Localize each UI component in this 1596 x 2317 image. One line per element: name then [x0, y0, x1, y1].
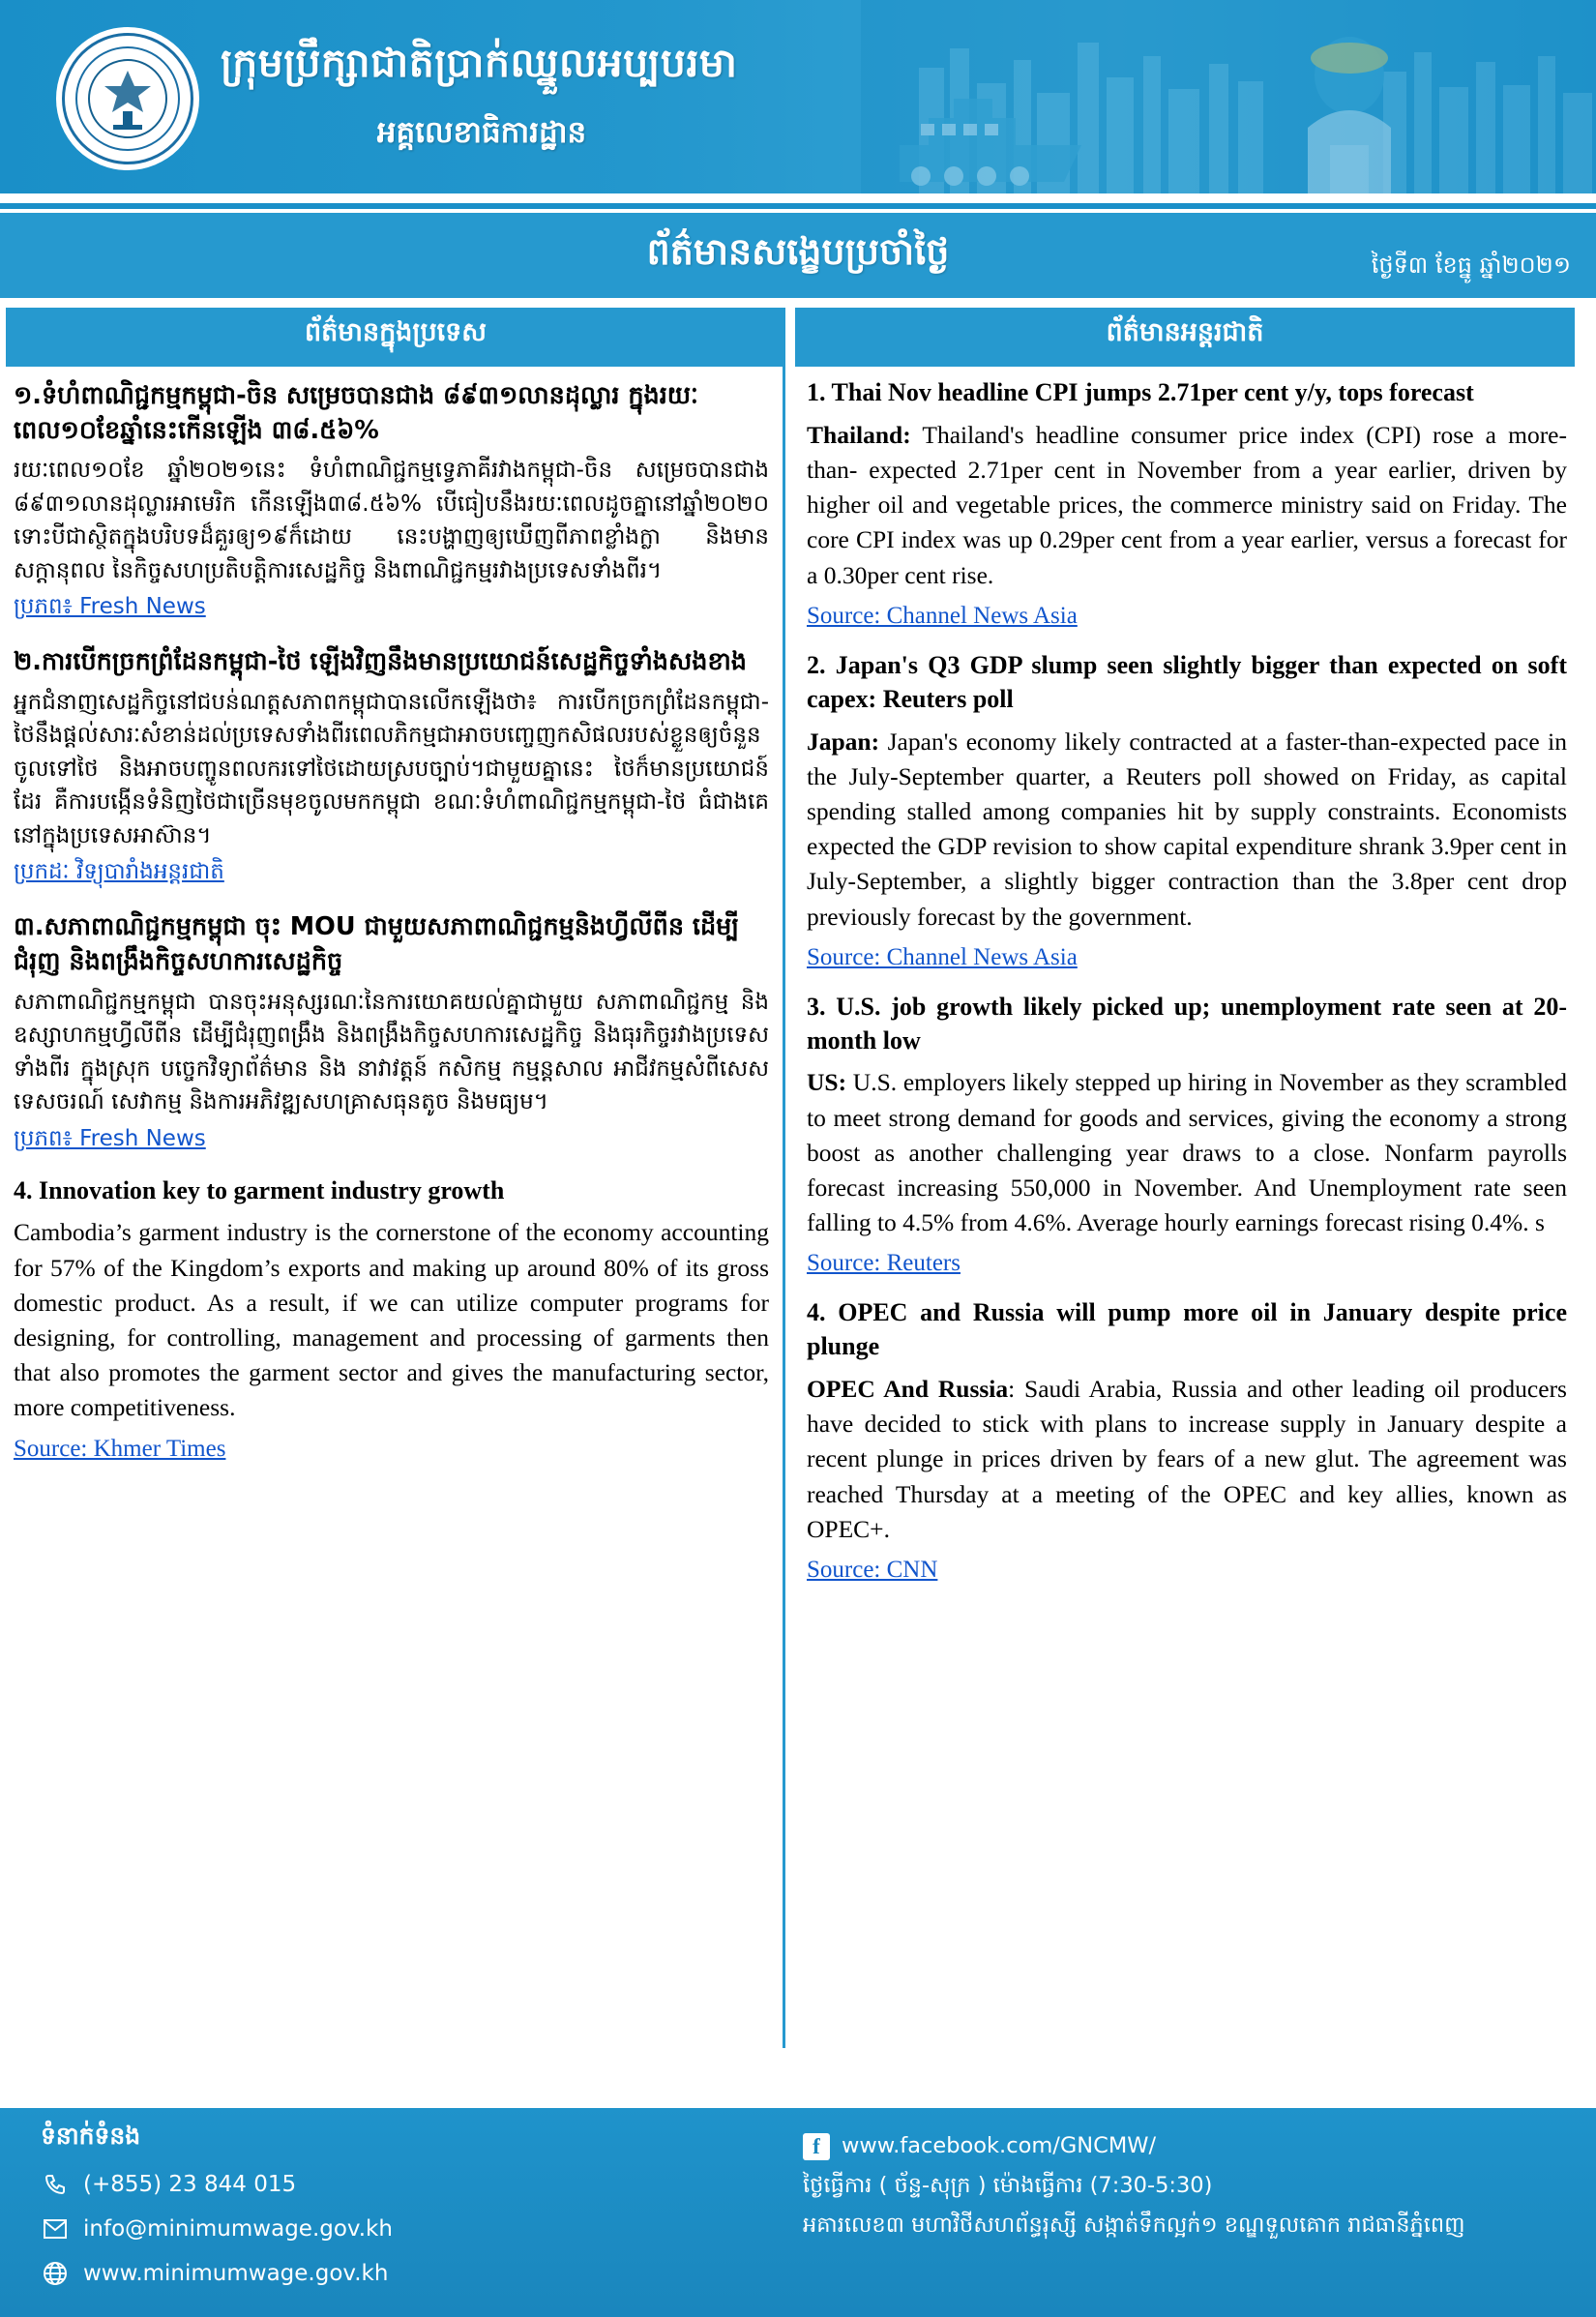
page-title: ព័ត៌មានសង្ខេបប្រចាំថ្ងៃ: [646, 230, 950, 273]
news-source-link[interactable]: ប្រភព៖ Fresh News: [14, 1125, 206, 1151]
news-title: ២.ការបើកច្រកព្រំដែនកម្ពុជា-ថៃ ឡើងវិញនឹងមានប្រយោជន៍សេដ្ឋកិច្ចទាំងសងខាង: [14, 647, 747, 677]
contact-block: [41, 2122, 393, 2303]
org-sub-kh: អគ្គលេខាធិការដ្ឋាន: [376, 115, 587, 150]
news-body: រយៈពេល១០ខែ ឆ្នាំ២០២១នេះ ទំហំពាណិជ្ជកម្មទ្វេភាគីរវាងកម្ពុជា-ចិន សម្រេចបានជាង ៨៩៣១លានដុល្លារអាមេរិក កើនឡើង៣៨.៥៦% បើធៀបនឹងរយៈពេលដូចគ្នានៅឆ្នាំ២០២០ ទោះបីជាស្ថិតក្នុងបរិបទដ៏គួរឲ្យ១៩ក៏ដោយ នេះបង្ហាញឲ្យឃើញពីភាពខ្លាំងក្លា និងមានសក្តានុពល នៃកិច្ចសហប្រតិបត្តិការសេដ្ឋកិច្ច និងពាណិជ្ជកម្មរវាងប្រទេសទាំងពីរ។: [14, 458, 769, 583]
news-text: Japan's economy likely contracted at a faster-than-expected pace in the July-September quarter, a Reuters poll showed on Friday, as capital spending stalled among companies hit by supply constraints. Economists expected the GDP revision to show capital expenditure shrank 3.9per cent in July-September, a slightly bigger contraction than the 3.8per cent drop previously forecast by the government.: [807, 727, 1567, 931]
news-item: [14, 644, 769, 904]
news-item: [807, 1296, 1567, 1599]
news-body: Cambodia’s garment industry is the cornerstone of the economy accounting for 57% of the Kingdom’s exports and making up around 80% of its gross domestic product. As a result, if we can utilize computer programs for designing, for controlling, management and processing of garments then that also promotes the garment sector and gives the manufacturing sector, more competitiveness.: [14, 1218, 769, 1422]
news-source-link[interactable]: ប្រភព៖ Fresh News: [14, 594, 206, 620]
phone-icon: [41, 2170, 70, 2199]
facebook-row[interactable]: [803, 2129, 1465, 2163]
phone-number: (+855) 23 844 015: [83, 2172, 297, 2197]
news-lead: OPEC And Russia: [807, 1375, 1009, 1404]
local-news-column: [6, 367, 785, 2048]
news-source-link[interactable]: Source: CNN: [807, 1557, 938, 1584]
footer-right-block: [803, 2129, 1465, 2248]
news-body: សភាពាណិជ្ជកម្មកម្ពុជា បានចុះអនុស្សរណៈនៃការយោគយល់គ្នាជាមួយ សភាពាណិជ្ជកម្ម និងឧស្សាហកម្មហ្វីលីពីន ដើម្បីជំរុញពង្រឹង និងពង្រឹងកិច្ចសហការសេដ្ឋកិច្ច និងធុរកិច្ចរវាងប្រទេសទាំងពីរ ក្នុងស្រុក បច្ចេកវិទ្យាព័ត៌មាន និង នាវាវត្តន៍ កសិកម្ម កម្មន្តសាល អាជីវកម្មសំពីសេស ទេសចរណ៍ សេវាកម្ម និងការអភិវឌ្ឍសហគ្រាសធុនតូច និងមធ្យម។: [14, 989, 769, 1115]
news-body: [807, 1372, 1567, 1547]
website-url[interactable]: www.minimumwage.gov.kh: [83, 2261, 389, 2286]
bulletin-title-bar: [0, 209, 1596, 298]
page-footer: [0, 2108, 1596, 2317]
international-news-header: ព័ត៌មានអន្តរជាតិ: [795, 308, 1575, 367]
news-source-link[interactable]: Source: Khmer Times: [14, 1435, 226, 1462]
news-body: [807, 418, 1567, 593]
news-lead: Thailand:: [807, 420, 911, 449]
news-columns: [0, 367, 1596, 2048]
news-lead: Japan:: [807, 727, 880, 756]
news-lead: US:: [807, 1068, 847, 1097]
news-item: [807, 376, 1567, 645]
news-body: [807, 725, 1567, 935]
national-emblem-icon: [62, 33, 193, 164]
news-title: ១.ទំហំពាណិជ្ជកម្មកម្ពុជា-ចិន សម្រេចបានជាង ៨៩៣១លានដុល្លារ ក្នុងរយៈពេល១០ខែឆ្នាំនេះកើនឡើង ៣៨.៥៦%: [14, 381, 698, 446]
news-title: ៣.សភាពាណិជ្ជកម្មកម្ពុជា ចុះ MOU ជាមួយសភាពាណិជ្ជកម្មនិងហ្វីលីពីន ដើម្បីជំរុញ និងពង្រឹងកិច្ចសហការសេដ្ឋកិច្ច: [14, 912, 739, 977]
news-source-link[interactable]: ប្រកដៈ វិទ្យុបារាំងអន្តរជាតិ: [14, 859, 224, 885]
news-item: [807, 649, 1567, 987]
contact-phone-row: [41, 2170, 393, 2199]
news-title: 4. OPEC and Russia will pump more oil in January despite price plunge: [807, 1298, 1567, 1361]
email-address[interactable]: info@minimumwage.gov.kh: [83, 2216, 393, 2242]
news-item: [807, 991, 1567, 1293]
news-text: : Saudi Arabia, Russia and other leading oil producers have decided to stick with plans to increase supply in January despite a recent plunge in prices driven by fears of a new glut. The agreement was reached Thursday at a meeting of the OPEC and key allies, known as OPEC+.: [807, 1375, 1567, 1543]
header-divider: [0, 193, 1596, 203]
news-item: [14, 1174, 769, 1478]
news-title: 3. U.S. job growth likely picked up; unemployment rate seen at 20-month low: [807, 992, 1567, 1055]
mail-icon: [41, 2214, 70, 2243]
news-item: [14, 909, 769, 1170]
contact-title: ទំនាក់ទំនង: [41, 2122, 141, 2150]
org-name-kh: ក្រុមប្រឹក្សាជាតិប្រាក់ឈ្នួលអប្បបរមា: [221, 40, 738, 86]
news-source-link[interactable]: Source: Channel News Asia: [807, 943, 1078, 970]
news-source-link[interactable]: Source: Reuters: [807, 1250, 961, 1277]
news-title: 2. Japan's Q3 GDP slump seen slightly bigger than expected on soft capex: Reuters poll: [807, 650, 1567, 713]
news-body: អ្នកជំនាញសេដ្ឋកិច្ចនៅជបន់ណត្តសភាពកម្ពុជាបានលើកឡើងថា៖ ការបើកច្រកព្រំដែនកម្ពុជា-ថៃនឹងផ្តល់សារៈសំខាន់ដល់ប្រទេសទាំងពីរពេលភិកម្មជាអាចបញ្ចេញកសិផលរបស់ខ្លួនឲ្យចំនួនចូលទៅថៃ និងអាចបញ្ចូនពលករទៅថៃដោយស្របច្បាប់។ជាមួយគ្នានេះ ថៃក៏មានប្រយោជន៍ដែរ គឺការបង្កើនទំនិញថៃជាច្រើនមុខចូលមកកម្ពុជា ខណៈទំហំពាណិជ្ជកម្មកម្ពុជា-ថៃ ធំជាងគេនៅក្នុងប្រទេសអាស៊ាន។: [14, 689, 769, 848]
news-text: Thailand's headline consumer price index (CPI) rose a more-than- expected 2.71per cent in November from a year earlier, driven by higher oil and vegetable prices, the commerce ministry said on Friday. The core CPI index was up 0.29per cent from a year earlier, versus a forecast for a 0.30per cent rise.: [807, 420, 1567, 589]
office-address: អគារលេខ៣ មហាវិថីសហព័ន្ធរុស្សី សង្កាត់ទឹកល្អក់១ ខណ្ឌទួលគោក រាជធានីភ្នំពេញ: [803, 2212, 1465, 2238]
news-body: [807, 1065, 1567, 1240]
page-header: [0, 0, 1596, 193]
facebook-url[interactable]: www.facebook.com/GNCMW/: [842, 2133, 1157, 2158]
bulletin-date: ថ្ងៃទី៣ ខែធ្នូ ឆ្នាំ២០២១: [1371, 252, 1571, 279]
organization-title: [221, 39, 743, 158]
news-item: [14, 378, 769, 639]
news-title: 4. Innovation key to garment industry growth: [14, 1175, 505, 1204]
news-text: U.S. employers likely stepped up hiring in November as they scrambled to meet strong demand for goods and services, giving the economy a strong boost as another challenging year draws to a close. Nonfarm payrolls forecast increasing 550,000 in November. And Unemployment rate seen falling to 4.5% from 4.6%. Average hourly earnings forecast rising 0.4%. s: [807, 1068, 1567, 1237]
skyline-illustration: [861, 0, 1596, 193]
contact-website-row: [41, 2259, 393, 2288]
globe-icon: [41, 2259, 70, 2288]
international-news-column: [795, 367, 1575, 2048]
column-headers: [0, 308, 1596, 367]
office-hours: ថ្ងៃធ្វើការ ( ច័ន្ទ-សុក្រ ) ម៉ោងធ្វើការ (7:30-5:30): [803, 2172, 1213, 2198]
local-news-header: ព័ត៌មានក្នុងប្រទេស: [6, 308, 785, 367]
news-source-link[interactable]: Source: Channel News Asia: [807, 602, 1078, 629]
news-title: 1. Thai Nov headline CPI jumps 2.71per cent y/y, tops forecast: [807, 378, 1474, 406]
facebook-icon: f: [803, 2133, 830, 2160]
contact-email-row: [41, 2214, 393, 2243]
organization-logo: [56, 27, 199, 170]
